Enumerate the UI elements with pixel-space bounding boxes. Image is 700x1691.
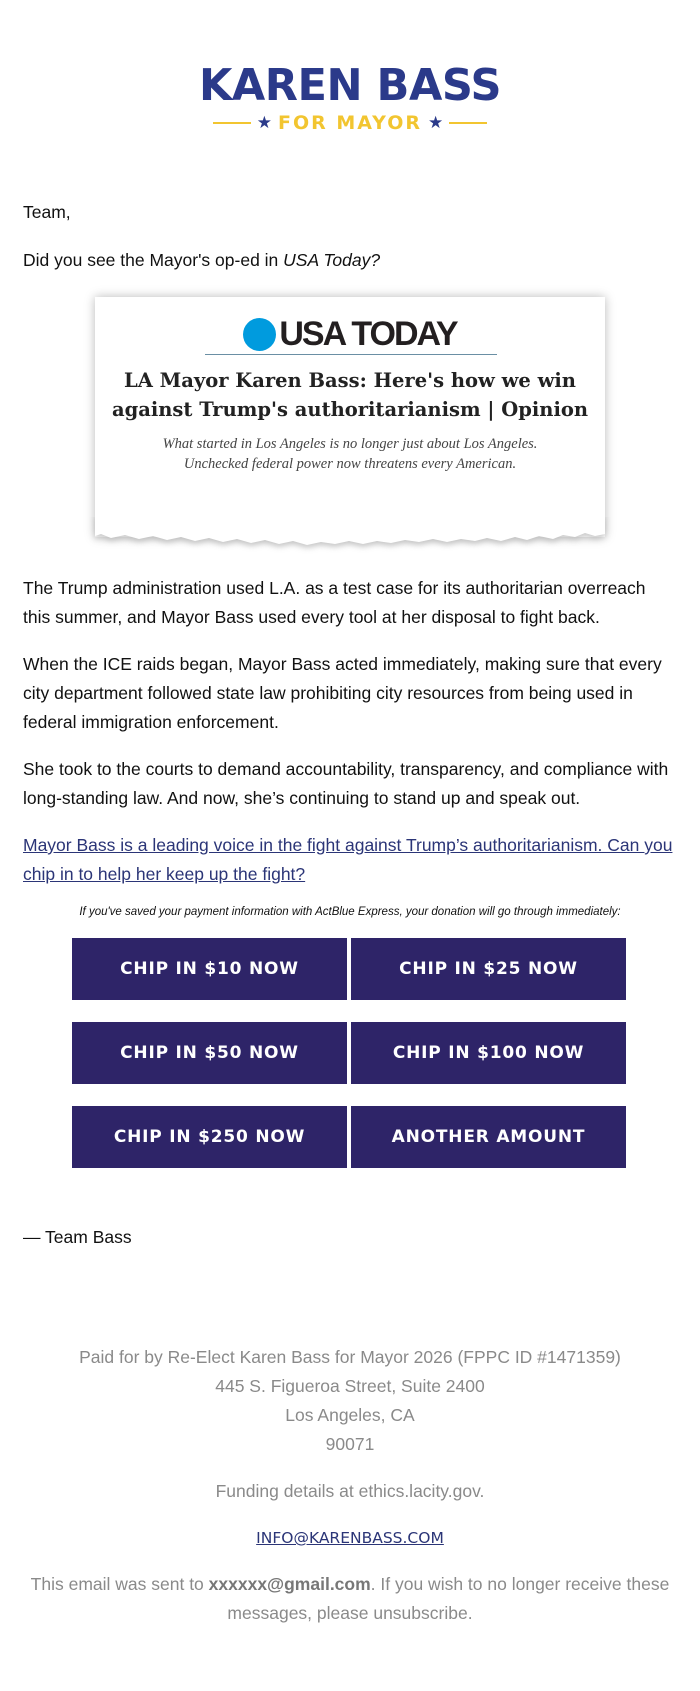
logo-tagline-row (0, 112, 700, 134)
greeting: Team, (23, 202, 71, 222)
city-state: Los Angeles, CA (285, 1405, 415, 1425)
publication-name: USA Today? (283, 250, 381, 270)
paid-for-disclaimer: Paid for by Re-Elect Karen Bass for Mayor 2026 (FPPC ID #1471359) (79, 1347, 621, 1367)
chip-in-25-button[interactable]: CHIP IN $25 NOW (351, 938, 626, 1000)
unsubscribe-notice: This email was sent to xxxxxx@gmail.com. If you wish to no longer receive these messages, please unsubscribe. (30, 1574, 670, 1623)
op-ed-subhead: What started in Los Angeles is no longer just about Los Angeles. Unchecked federal power now threatens every American. (162, 436, 538, 472)
signoff: — Team Bass (23, 1226, 132, 1247)
donate-cta-link[interactable]: Mayor Bass is a leading voice in the fight against Trump’s authoritarianism. Can you chip in to help her keep up the fight? (23, 835, 673, 884)
contact-email-link[interactable]: INFO@KARENBASS.COM (256, 1529, 444, 1547)
chip-in-10-button[interactable]: CHIP IN $10 NOW (72, 938, 347, 1000)
usa-today-wordmark: USA TODAY (279, 315, 457, 353)
chip-in-50-button[interactable]: CHIP IN $50 NOW (72, 1022, 347, 1084)
unsubscribe-text[interactable]: . If you wish to no longer receive these messages, please unsubscribe. (227, 1574, 670, 1623)
logo-name: KAREN BASS (198, 60, 502, 111)
chip-in-100-button[interactable]: CHIP IN $100 NOW (351, 1022, 626, 1084)
body-paragraph-1: The Trump administration used L.A. as a test case for its authoritarian overreach this summer, and Mayor Bass used every tool at her disposal to fight back. (23, 578, 646, 627)
another-amount-button[interactable]: ANOTHER AMOUNT (351, 1106, 626, 1168)
body-paragraph-3: She took to the courts to demand accountability, transparency, and compliance with long-standing law. And now, she’s continuing to stand up and speak out. (23, 759, 669, 808)
street-address: 445 S. Figueroa Street, Suite 2400 (215, 1376, 485, 1396)
karen-bass-logo (0, 0, 700, 134)
zip-code: 90071 (325, 1434, 375, 1454)
usa-today-dot-icon (243, 318, 276, 351)
logo-left-rule (213, 122, 251, 124)
clipping-paper (95, 297, 605, 537)
intro-line: Did you see the Mayor's op-ed in USA Today? (23, 250, 381, 270)
op-ed-clipping-image[interactable] (87, 297, 613, 556)
torn-paper-edge (87, 517, 613, 556)
funding-details: Funding details at ethics.lacity.gov. (215, 1481, 485, 1501)
star-icon: ★ (428, 113, 444, 132)
masthead-divider (205, 354, 497, 355)
logo-right-rule (449, 122, 487, 124)
recipient-email: xxxxxx@gmail.com (208, 1574, 371, 1594)
body-paragraph-2: When the ICE raids began, Mayor Bass acted immediately, making sure that every city department followed state law prohibiting city resources from being used in federal immigration enforcement. (23, 654, 662, 732)
chip-in-250-button[interactable]: CHIP IN $250 NOW (72, 1106, 347, 1168)
usa-today-masthead (95, 315, 605, 354)
actblue-note: If you've saved your payment information with ActBlue Express, your donation will go through immediately: (79, 906, 621, 918)
star-icon: ★ (256, 113, 272, 132)
footer-address (0, 1343, 700, 1459)
logo-tagline: FOR MAYOR (277, 112, 423, 134)
op-ed-headline: LA Mayor Karen Bass: Here's how we win against Trump's authoritarianism | Opinion (111, 369, 589, 421)
